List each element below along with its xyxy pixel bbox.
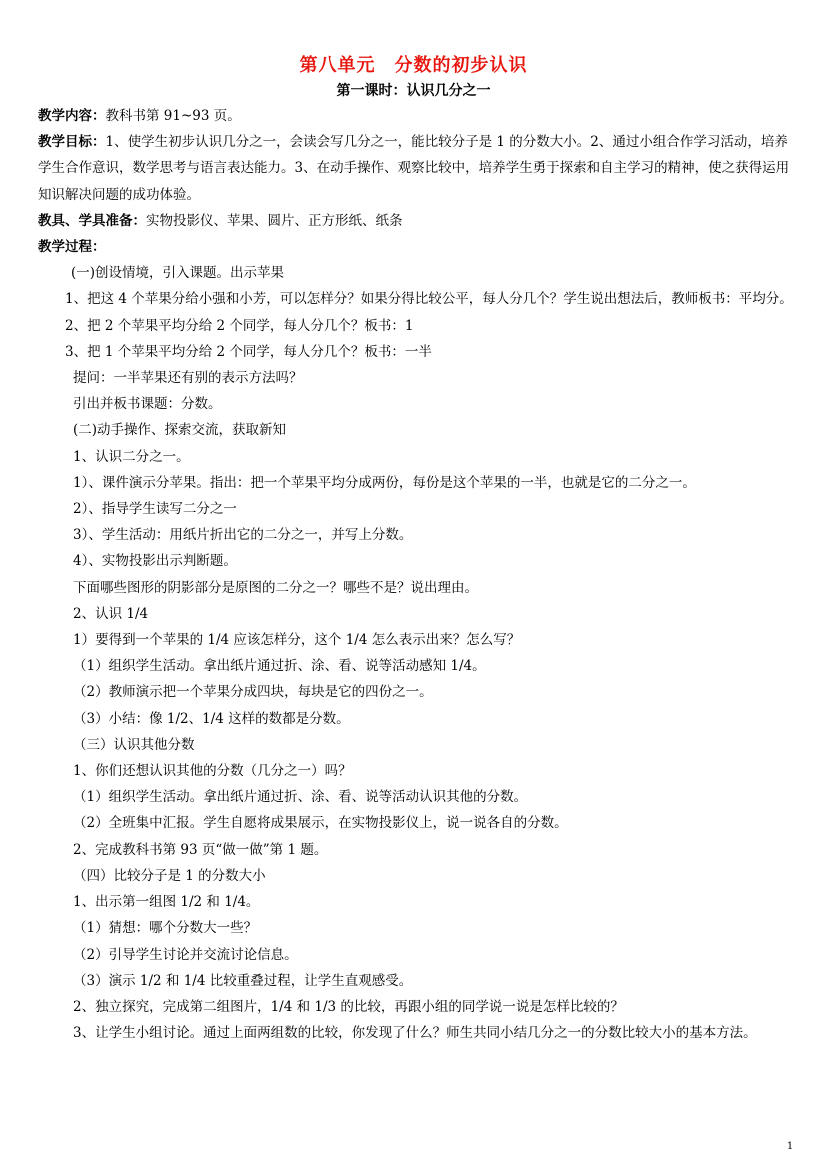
paragraph-line: （3）演示 1/2 和 1/4 比较重叠过程，让学生直观感受。 bbox=[73, 972, 413, 989]
section-heading-4: （四）比较分子是 1 的分数大小 bbox=[73, 867, 266, 884]
paragraph-line: 引出并板书课题：分数。 bbox=[73, 396, 222, 413]
paragraph-line: 1、认识二分之一。 bbox=[73, 448, 190, 465]
page-number: 1 bbox=[786, 1141, 794, 1152]
paragraph-line: 下面哪些图形的阴影部分是原图的二分之一？哪些不是？说出理由。 bbox=[73, 579, 478, 596]
paragraph-line: （1）组织学生活动。拿出纸片通过折、涂、看、说等活动感知 1/4。 bbox=[73, 658, 486, 675]
teaching-goals bbox=[38, 129, 794, 208]
teaching-content-label: 教学内容： bbox=[38, 108, 106, 124]
paragraph-line: 2、把 2 个苹果平均分给 2 个同学，每人分几个？板书：1 bbox=[65, 317, 414, 334]
paragraph-line: 1、你们还想认识其他的分数（几分之一）吗？ bbox=[73, 763, 352, 780]
teaching-tools bbox=[38, 208, 794, 234]
teaching-content-text: 教科书第 91~93 页。 bbox=[105, 108, 241, 124]
teaching-tools-text: 实物投影仪、苹果、圆片、正方形纸、纸条 bbox=[146, 212, 403, 229]
paragraph-line: 1、把这 4 个苹果分给小强和小芳，可以怎样分？如果分得比较公平，每人分几个？学生说出想法后，教师板书：平均分。 bbox=[65, 291, 793, 308]
unit-title: 第八单元 分数的初步认识 bbox=[299, 55, 528, 76]
paragraph-line: （2）教师演示把一个苹果分成四块，每块是它的四份之一。 bbox=[73, 684, 433, 701]
section-heading-1: (一)创设情境，引入课题。出示苹果 bbox=[71, 265, 285, 282]
section-heading-3: （三）认识其他分数 bbox=[73, 736, 195, 753]
paragraph-line: 1）要得到一个苹果的 1/4 应该怎样分，这个 1/4 怎么表示出来？怎么写？ bbox=[73, 632, 521, 649]
paragraph-line: （2）全班集中汇报。学生自愿将成果展示，在实物投影仪上，说一说各自的分数。 bbox=[73, 815, 568, 832]
teaching-goals-label: 教学目标： bbox=[38, 134, 106, 151]
document-body bbox=[38, 103, 794, 1046]
paragraph-line: 2、独立探究，完成第二组图片，1/4 和 1/3 的比较，再跟小组的同学说一说是怎样比较的？ bbox=[73, 998, 624, 1015]
teaching-process-label: 教学过程： bbox=[38, 239, 106, 256]
paragraph-line: 2、认识 1/4 bbox=[73, 605, 149, 622]
paragraph-line: 4）、实物投影出示判断题。 bbox=[73, 553, 237, 570]
paragraph-line: 1）、课件演示分苹果。指出：把一个苹果平均分成两份，每份是这个苹果的一半，也就是它的二分之一。 bbox=[73, 474, 696, 491]
paragraph-line: 1、出示第一组图 1/2 和 1/4。 bbox=[73, 894, 260, 911]
paragraph-line: 提问：一半苹果还有别的表示方法吗？ bbox=[73, 370, 303, 387]
paragraph-line: 2、完成教科书第 93 页“做一做”第 1 题。 bbox=[73, 841, 328, 858]
teaching-content bbox=[38, 103, 794, 129]
section-heading-2: (二)动手操作、探索交流，获取新知 bbox=[73, 422, 287, 439]
lesson-subtitle: 第一课时：认识几分之一 bbox=[336, 83, 491, 99]
paragraph-line: 3）、学生活动：用纸片折出它的二分之一，并写上分数。 bbox=[73, 527, 413, 544]
paragraph-line: 3、让学生小组讨论。通过上面两组数的比较，你发现了什么？师生共同小结几分之一的分数比较大小的基本方法。 bbox=[73, 1025, 757, 1042]
paragraph-line: （2）引导学生讨论并交流讨论信息。 bbox=[73, 946, 298, 963]
paragraph-line: （1）猜想：哪个分数大一些？ bbox=[73, 920, 258, 937]
teaching-tools-label: 教具、学具准备： bbox=[38, 212, 146, 229]
paragraph-line: 2）、指导学生读写二分之一 bbox=[73, 501, 237, 518]
teaching-process-heading bbox=[38, 234, 794, 260]
paragraph-line: 3、把 1 个苹果平均分给 2 个同学，每人分几个？板书：一半 bbox=[65, 343, 432, 360]
paragraph-line: （1）组织学生活动。拿出纸片通过折、涂、看、说等活动认识其他的分数。 bbox=[73, 789, 528, 806]
teaching-goals-text: 1、使学生初步认识几分之一，会读会写几分之一，能比较分子是 1 的分数大小。2、通过小组合作学习活动，培养学生合作意识，数学思考与语言表达能力。3、在动手操作、观察比较中，培养学生勇于探索和自主学习的精神，使之获得运用知识解决问题的成功体验。 bbox=[38, 134, 790, 203]
paragraph-line: （3）小结：像 1/2、1/4 这样的数都是分数。 bbox=[73, 710, 350, 727]
